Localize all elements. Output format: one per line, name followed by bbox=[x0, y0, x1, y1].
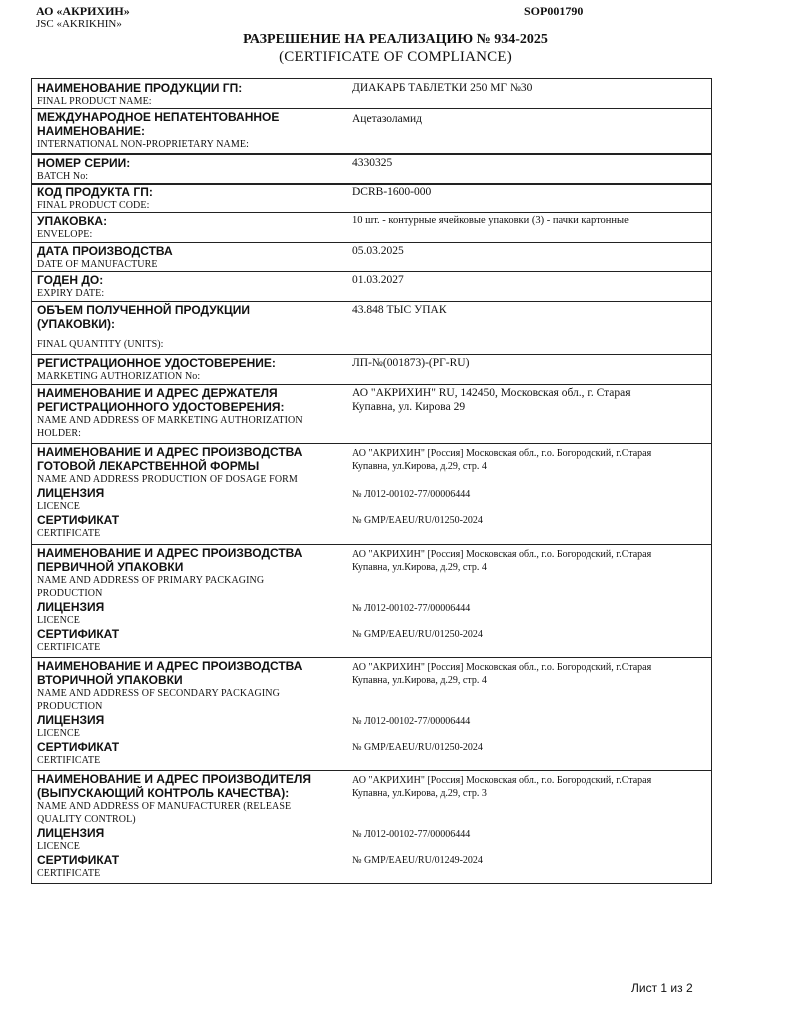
release-manufacturer-address bbox=[352, 774, 707, 800]
company-name-ru: АО «АКРИХИН» bbox=[36, 4, 130, 18]
label-en: FINAL QUANTITY (UNITS): bbox=[37, 339, 164, 350]
licence-label-en: LICENCE bbox=[37, 728, 80, 739]
address-line: Купавна, ул.Кирова, д.29, стр. 4 bbox=[352, 562, 487, 573]
label-ru: НАИМЕНОВАНИЕ И АДРЕС ПРОИЗВОДСТВА bbox=[37, 546, 303, 560]
label-ru: (УПАКОВКИ): bbox=[37, 317, 116, 331]
row-divider bbox=[32, 212, 711, 213]
certificate-table bbox=[31, 78, 712, 884]
certificate-label-en: CERTIFICATE bbox=[37, 755, 101, 766]
dosage-form-address bbox=[352, 447, 707, 473]
label-en: NAME AND ADDRESS OF PRIMARY PACKAGING bbox=[37, 575, 265, 586]
primary-packaging-licence: № Л012-00102-77/00006444 bbox=[352, 603, 471, 614]
label-ru: НАИМЕНОВАНИЕ И АДРЕС ПРОИЗВОДСТВА bbox=[37, 445, 303, 459]
packaging-label bbox=[37, 214, 357, 241]
row-divider bbox=[32, 770, 711, 771]
label-en: NAME AND ADDRESS OF SECONDARY PACKAGING bbox=[37, 688, 280, 699]
secondary-packaging-label bbox=[37, 659, 357, 767]
address-line: АО "АКРИХИН" [Россия] Московская обл., г.о. Богородский, г.Старая bbox=[352, 448, 652, 459]
address-line: АО "АКРИХИН" [Россия] Московская обл., г.о. Богородский, г.Старая bbox=[352, 662, 652, 673]
label-ru: ОБЪЕМ ПОЛУЧЕННОЙ ПРОДУКЦИИ bbox=[37, 303, 251, 317]
label-en: INTERNATIONAL NON-PROPRIETARY NAME: bbox=[37, 139, 249, 150]
row-divider bbox=[32, 443, 711, 444]
label-ru: РЕГИСТРАЦИОННОГО УДОСТОВЕРЕНИЯ: bbox=[37, 400, 285, 414]
product-name-value: ДИАКАРБ ТАБЛЕТКИ 250 МГ №30 bbox=[352, 82, 533, 94]
product-name-label bbox=[37, 81, 357, 108]
label-en: FINAL PRODUCT NAME: bbox=[37, 96, 152, 107]
row-divider bbox=[32, 242, 711, 243]
certificate-label-en: CERTIFICATE bbox=[37, 868, 101, 879]
label-en: FINAL PRODUCT CODE: bbox=[37, 200, 150, 211]
primary-packaging-certificate: № GMP/EAEU/RU/01250-2024 bbox=[352, 629, 483, 640]
label-ru: ГОТОВОЙ ЛЕКАРСТВЕННОЙ ФОРМЫ bbox=[37, 459, 260, 473]
label-en: ENVELOPE: bbox=[37, 229, 93, 240]
inn-label bbox=[37, 110, 357, 151]
row-divider bbox=[32, 354, 711, 355]
label-en: NAME AND ADDRESS OF MANUFACTURER (RELEASE bbox=[37, 801, 292, 812]
certificate-label-ru: СЕРТИФИКАТ bbox=[37, 513, 120, 527]
licence-label-ru: ЛИЦЕНЗИЯ bbox=[37, 486, 105, 500]
batch-value: 4330325 bbox=[352, 157, 393, 169]
label-ru: ВТОРИЧНОЙ УПАКОВКИ bbox=[37, 673, 183, 687]
dosage-form-licence: № Л012-00102-77/00006444 bbox=[352, 489, 471, 500]
certificate-label-ru: СЕРТИФИКАТ bbox=[37, 627, 120, 641]
address-line: Купавна, ул.Кирова, д.29, стр. 3 bbox=[352, 788, 487, 799]
label-ru: ГОДЕН ДО: bbox=[37, 273, 104, 287]
licence-label-en: LICENCE bbox=[37, 841, 80, 852]
label-ru: НАИМЕНОВАНИЕ И АДРЕС ДЕРЖАТЕЛЯ bbox=[37, 386, 278, 400]
licence-label-en: LICENCE bbox=[37, 615, 80, 626]
certificate-title-ru: РАЗРЕШЕНИЕ НА РЕАЛИЗАЦИЮ № 934-2025 bbox=[243, 32, 548, 47]
batch-label bbox=[37, 156, 357, 183]
dosage-form-certificate: № GMP/EAEU/RU/01250-2024 bbox=[352, 515, 483, 526]
release-manufacturer-certificate: № GMP/EAEU/RU/01249-2024 bbox=[352, 855, 483, 866]
label-en: PRODUCTION bbox=[37, 701, 103, 712]
label-en: NAME AND ADDRESS OF MARKETING AUTHORIZATION bbox=[37, 415, 303, 426]
certificate-label-en: CERTIFICATE bbox=[37, 642, 101, 653]
label-en: MARKETING AUTHORIZATION No: bbox=[37, 371, 201, 382]
label-en: EXPIRY DATE: bbox=[37, 288, 105, 299]
expiry-date-value: 01.03.2027 bbox=[352, 274, 404, 286]
row-divider bbox=[32, 544, 711, 545]
document-code: SOP001790 bbox=[524, 4, 584, 18]
manufacture-date-value: 05.03.2025 bbox=[352, 245, 404, 257]
marketing-authorization-value: ЛП-№(001873)-(РГ-RU) bbox=[352, 357, 470, 369]
product-code-label bbox=[37, 185, 357, 212]
address-line: Купавна, ул.Кирова, д.29, стр. 4 bbox=[352, 461, 487, 472]
label-ru: (ВЫПУСКАЮЩИЙ КОНТРОЛЬ КАЧЕСТВА): bbox=[37, 786, 290, 800]
licence-label-ru: ЛИЦЕНЗИЯ bbox=[37, 713, 105, 727]
manufacture-date-label bbox=[37, 244, 357, 271]
packaging-value: 10 шт. - контурные ячейковые упаковки (3) - пачки картонные bbox=[352, 215, 629, 226]
primary-packaging-label bbox=[37, 546, 357, 654]
quantity-label bbox=[37, 303, 357, 351]
certificate-label-ru: СЕРТИФИКАТ bbox=[37, 853, 120, 867]
label-ru: НАИМЕНОВАНИЕ И АДРЕС ПРОИЗВОДИТЕЛЯ bbox=[37, 772, 311, 786]
label-en: BATCH No: bbox=[37, 171, 89, 182]
licence-label-ru: ЛИЦЕНЗИЯ bbox=[37, 600, 105, 614]
product-code-value: DCRB-1600-000 bbox=[352, 186, 432, 198]
quantity-value: 43.848 ТЫС УПАК bbox=[352, 304, 447, 316]
label-ru: НАИМЕНОВАНИЕ: bbox=[37, 124, 145, 138]
ma-holder-label bbox=[37, 386, 357, 440]
certificate-title-en: (CERTIFICATE OF COMPLIANCE) bbox=[279, 49, 512, 65]
address-line: АО "АКРИХИН" [Россия] Московская обл., г.о. Богородский, г.Старая bbox=[352, 549, 652, 560]
address-line: АО "АКРИХИН" [Россия] Московская обл., г.о. Богородский, г.Старая bbox=[352, 775, 652, 786]
label-en: NAME AND ADDRESS PRODUCTION OF DOSAGE FORM bbox=[37, 474, 298, 485]
certificate-label-en: CERTIFICATE bbox=[37, 528, 101, 539]
label-ru: МЕЖДУНАРОДНОЕ НЕПАТЕНТОВАННОЕ bbox=[37, 110, 280, 124]
label-ru: УПАКОВКА: bbox=[37, 214, 108, 228]
page-number: Лист 1 из 2 bbox=[631, 981, 693, 995]
primary-packaging-address bbox=[352, 548, 707, 574]
label-ru: НОМЕР СЕРИИ: bbox=[37, 156, 131, 170]
label-ru: НАИМЕНОВАНИЕ И АДРЕС ПРОИЗВОДСТВА bbox=[37, 659, 303, 673]
row-divider bbox=[32, 384, 711, 385]
licence-label-en: LICENCE bbox=[37, 501, 80, 512]
label-ru: ДАТА ПРОИЗВОДСТВА bbox=[37, 244, 173, 258]
row-divider bbox=[32, 153, 711, 155]
label-ru: ПЕРВИЧНОЙ УПАКОВКИ bbox=[37, 560, 184, 574]
label-ru: РЕГИСТРАЦИОННОЕ УДОСТОВЕРЕНИЕ: bbox=[37, 356, 276, 370]
label-ru: КОД ПРОДУКТА ГП: bbox=[37, 185, 153, 199]
certificate-label-ru: СЕРТИФИКАТ bbox=[37, 740, 120, 754]
secondary-packaging-address bbox=[352, 661, 707, 687]
release-manufacturer-licence: № Л012-00102-77/00006444 bbox=[352, 829, 471, 840]
row-divider bbox=[32, 301, 711, 302]
expiry-date-label bbox=[37, 273, 357, 300]
licence-label-ru: ЛИЦЕНЗИЯ bbox=[37, 826, 105, 840]
inn-value: Ацетазоламид bbox=[352, 113, 423, 125]
secondary-packaging-licence: № Л012-00102-77/00006444 bbox=[352, 716, 471, 727]
address-line: АО "АКРИХИН" RU, 142450, Московская обл., г. Старая bbox=[352, 387, 631, 399]
label-en: HOLDER: bbox=[37, 428, 82, 439]
release-manufacturer-label bbox=[37, 772, 357, 880]
label-en: DATE OF MANUFACTURE bbox=[37, 259, 158, 270]
label-en: QUALITY CONTROL) bbox=[37, 814, 136, 825]
row-divider bbox=[32, 271, 711, 272]
dosage-form-production-label bbox=[37, 445, 357, 540]
secondary-packaging-certificate: № GMP/EAEU/RU/01250-2024 bbox=[352, 742, 483, 753]
company-name-en: JSC «AKRIKHIN» bbox=[36, 18, 122, 30]
marketing-authorization-label bbox=[37, 356, 357, 383]
row-divider bbox=[32, 657, 711, 658]
address-line: Купавна, ул. Кирова 29 bbox=[352, 401, 466, 413]
ma-holder-value bbox=[352, 386, 707, 414]
row-divider bbox=[32, 108, 711, 109]
label-ru: НАИМЕНОВАНИЕ ПРОДУКЦИИ ГП: bbox=[37, 81, 243, 95]
address-line: Купавна, ул.Кирова, д.29, стр. 4 bbox=[352, 675, 487, 686]
label-en: PRODUCTION bbox=[37, 588, 103, 599]
